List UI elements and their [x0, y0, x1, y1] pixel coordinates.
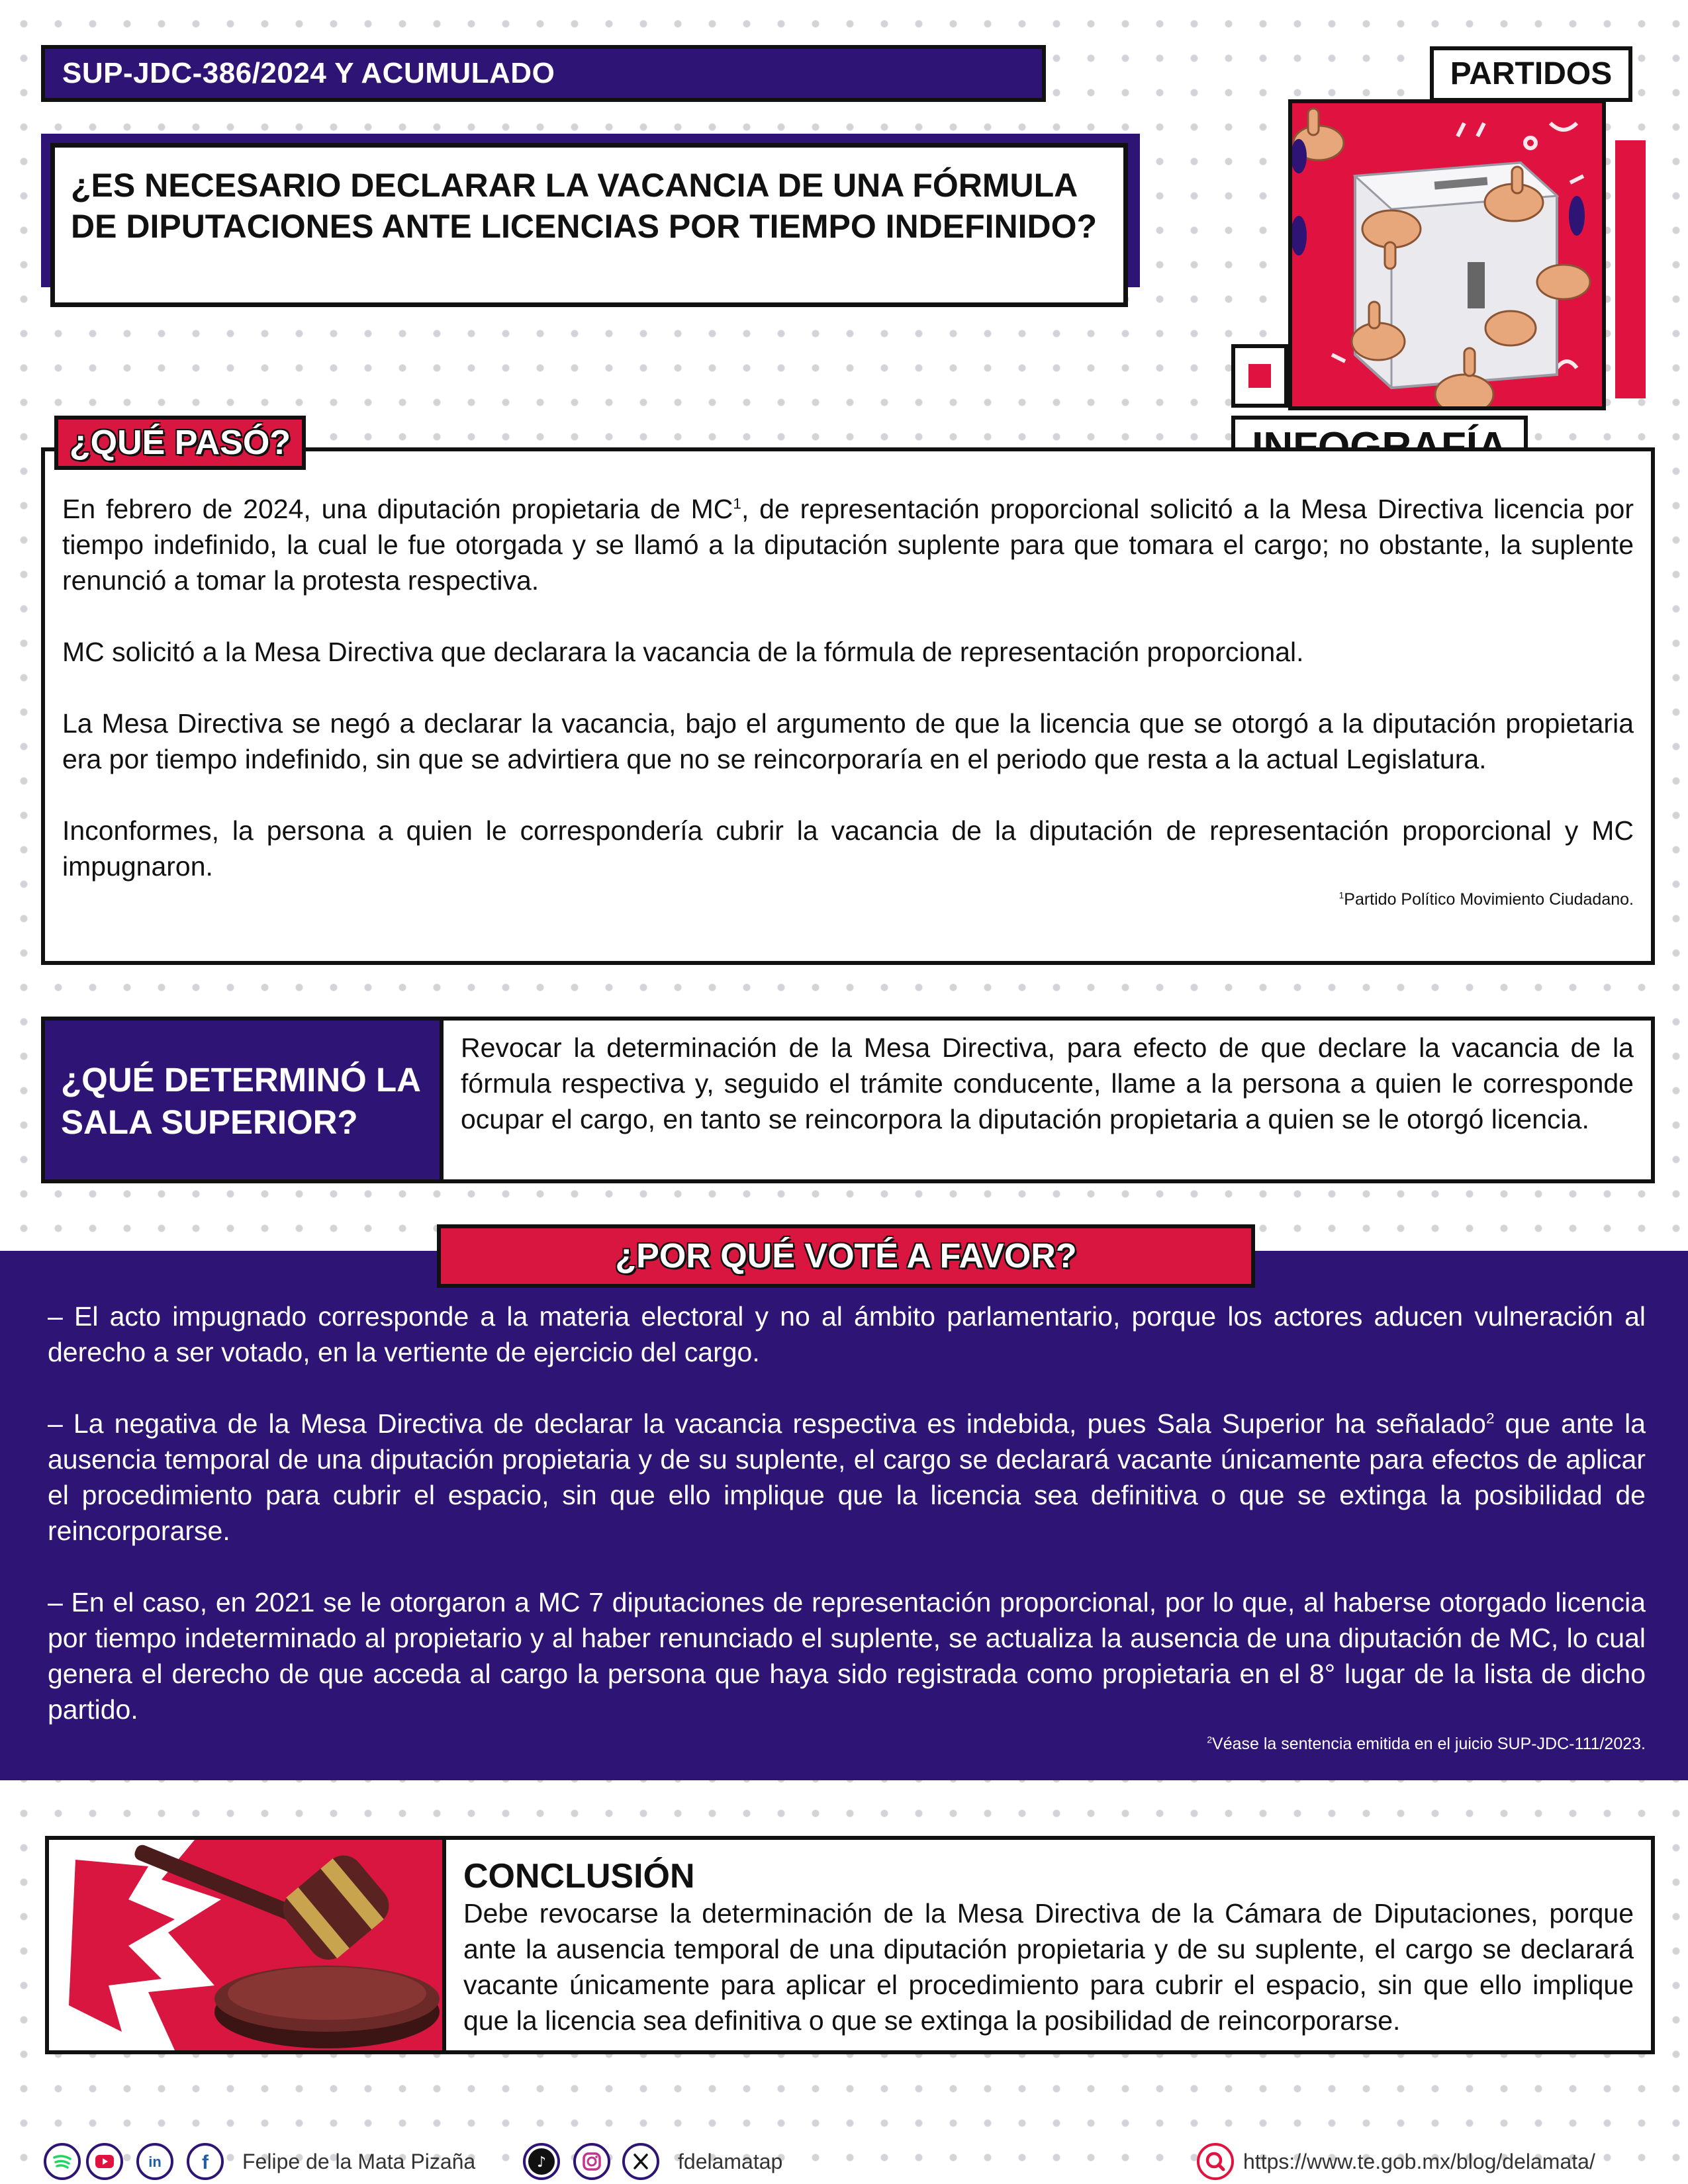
what-happened-section: [41, 447, 1655, 965]
facebook-icon[interactable]: [187, 2143, 224, 2180]
decorative-bar: [1615, 140, 1646, 398]
footnote-2: [48, 1734, 1646, 1754]
case-id: SUP-JDC-386/2024 Y ACUMULADO: [62, 57, 555, 89]
ballot-box-image: [1292, 103, 1602, 406]
footer: [0, 2143, 1688, 2183]
what-happened-p4: Inconformes, la persona a quien le correspondería cubrir la vacancia de la diputación de representación proporcional y MC impugnaron.: [62, 815, 1634, 882]
footnote-ref-2: 2: [1485, 1410, 1495, 1427]
page-title: ¿ES NECESARIO DECLARAR LA VACANCIA DE UNA FÓRMULA DE DIPUTACIONES ANTE LICENCIAS POR TIEMPO INDEFINIDO?: [50, 143, 1128, 307]
vote-reason-2: [48, 1406, 1646, 1549]
footnote-1-text: Partido Político Movimiento Ciudadano.: [1344, 890, 1634, 909]
case-id-banner: [41, 45, 1046, 102]
p1-text-b: , de representación proporcional solicitó a la Mesa Directiva licencia por tiempo indefinido, la cual le fue otorgada y se llamó a la diputación suplente para que tomara el cargo; no obstante, la suplente renunció a tomar la protesta respectiva.: [62, 494, 1634, 596]
blog-link[interactable]: https://www.te.gob.mx/blog/delamata/: [1243, 2150, 1595, 2173]
tiktok-icon[interactable]: [523, 2143, 560, 2180]
svg-text:f: f: [202, 2152, 209, 2173]
footnote-1: [62, 889, 1634, 909]
linkedin-icon[interactable]: [136, 2143, 173, 2180]
conclusion-section: [442, 1836, 1655, 2054]
what-happened-label: ¿QUÉ PASÓ?: [54, 416, 306, 470]
footnote-2-number: 2: [1207, 1735, 1213, 1745]
what-happened-p2: MC solicitó a la Mesa Directiva que declarara la vacancia de la fórmula de representación proporcional.: [62, 637, 1304, 667]
youtube-icon[interactable]: [86, 2143, 123, 2180]
svg-text:in: in: [148, 2154, 162, 2170]
conclusion-text: Debe revocarse la determinación de la Mesa Directiva de la Cámara de Diputaciones, porque ante la ausencia temporal de una diputación propietaria y de su suplente, el cargo se declarará vacante únicamente para aplicar el procedimiento para cubrir el espacio, sin que ello implique que la licencia sea definitiva o que se extinga la posibilidad de reincorporarse.: [463, 1898, 1634, 2036]
search-icon[interactable]: [1197, 2143, 1234, 2180]
vote-reasons-label: ¿POR QUÉ VOTÉ A FAVOR?: [437, 1224, 1255, 1288]
svg-text:♪: ♪: [536, 2154, 547, 2171]
p1-text-a: En febrero de 2024, una diputación propietaria de MC: [62, 494, 733, 524]
vote-reasons-text: [48, 1298, 1646, 1754]
footnote-2-text: Véase la sentencia emitida en el juicio SUP-JDC-111/2023.: [1212, 1735, 1646, 1753]
conclusion-title: CONCLUSIÓN: [463, 1857, 695, 1895]
what-happened-p3: La Mesa Directiva se negó a declarar la vacancia, bajo el argumento de que la licencia que se otorgó a la diputación propietaria era por tiempo indefinido, sin que se advirtiera que no se reincorporaría en el periodo que resta a la actual Legislatura.: [62, 708, 1634, 774]
spotify-icon[interactable]: [44, 2143, 81, 2180]
gavel-image: [49, 1840, 446, 2050]
ballot-box-illustration: [1288, 99, 1606, 410]
instagram-icon[interactable]: [573, 2143, 610, 2180]
author-name: Felipe de la Mata Pizaña: [242, 2150, 476, 2173]
vote-reason-3: – En el caso, en 2021 se le otorgaron a MC 7 diputaciones de representación proporcional, por lo que, al haberse otorgado licencia por tiempo indeterminado al propietario y al haber renunciado el suplente, se actualiza la ausencia de una diputación de MC, lo cual genera el derecho de que acceda al cargo la persona que haya sido registrada como propietaria en el 8° lugar de la lista de dicho partido.: [48, 1587, 1646, 1725]
what-happened-p1: [62, 491, 1634, 598]
footnote-1-number: 1: [1338, 890, 1344, 901]
vote-reason-1: – El acto impugnado corresponde a la materia electoral y no al ámbito parlamentario, porque los actores aducen vulneración al derecho a ser votado, en la vertiente de ejercicio del cargo.: [48, 1301, 1646, 1367]
social-handle: fdelamatap: [678, 2150, 783, 2173]
footnote-ref-1: 1: [733, 495, 741, 512]
category-tag: PARTIDOS: [1430, 46, 1632, 102]
reason-2-text-a: – La negativa de la Mesa Directiva de declarar la vacancia respectiva es indebida, pues Sala Superior ha señalado: [48, 1408, 1486, 1439]
ruling-label: ¿QUÉ DETERMINÓ LA SALA SUPERIOR?: [41, 1017, 444, 1183]
ruling-text: Revocar la determinación de la Mesa Directiva, para efecto de que declare la vacancia de la fórmula respectiva y, seguido el trámite conducente, llame a la persona a quien le corresponde ocupar el cargo, en tanto se reincorpora la diputación propietaria a quien se le otorgó licencia.: [440, 1017, 1655, 1183]
reason-2-text-b: que ante la ausencia temporal de una diputación propietaria y de su suplente, el cargo se declarará vacante únicamente para efectos de aplicar el procedimiento para cubrir el espacio, sin que ello implique que la licencia sea definitiva o que se extinga la posibilidad de reincorporarse.: [48, 1408, 1646, 1546]
x-icon[interactable]: [622, 2143, 659, 2180]
decorative-square: [1231, 344, 1288, 408]
gavel-illustration: [45, 1836, 450, 2054]
